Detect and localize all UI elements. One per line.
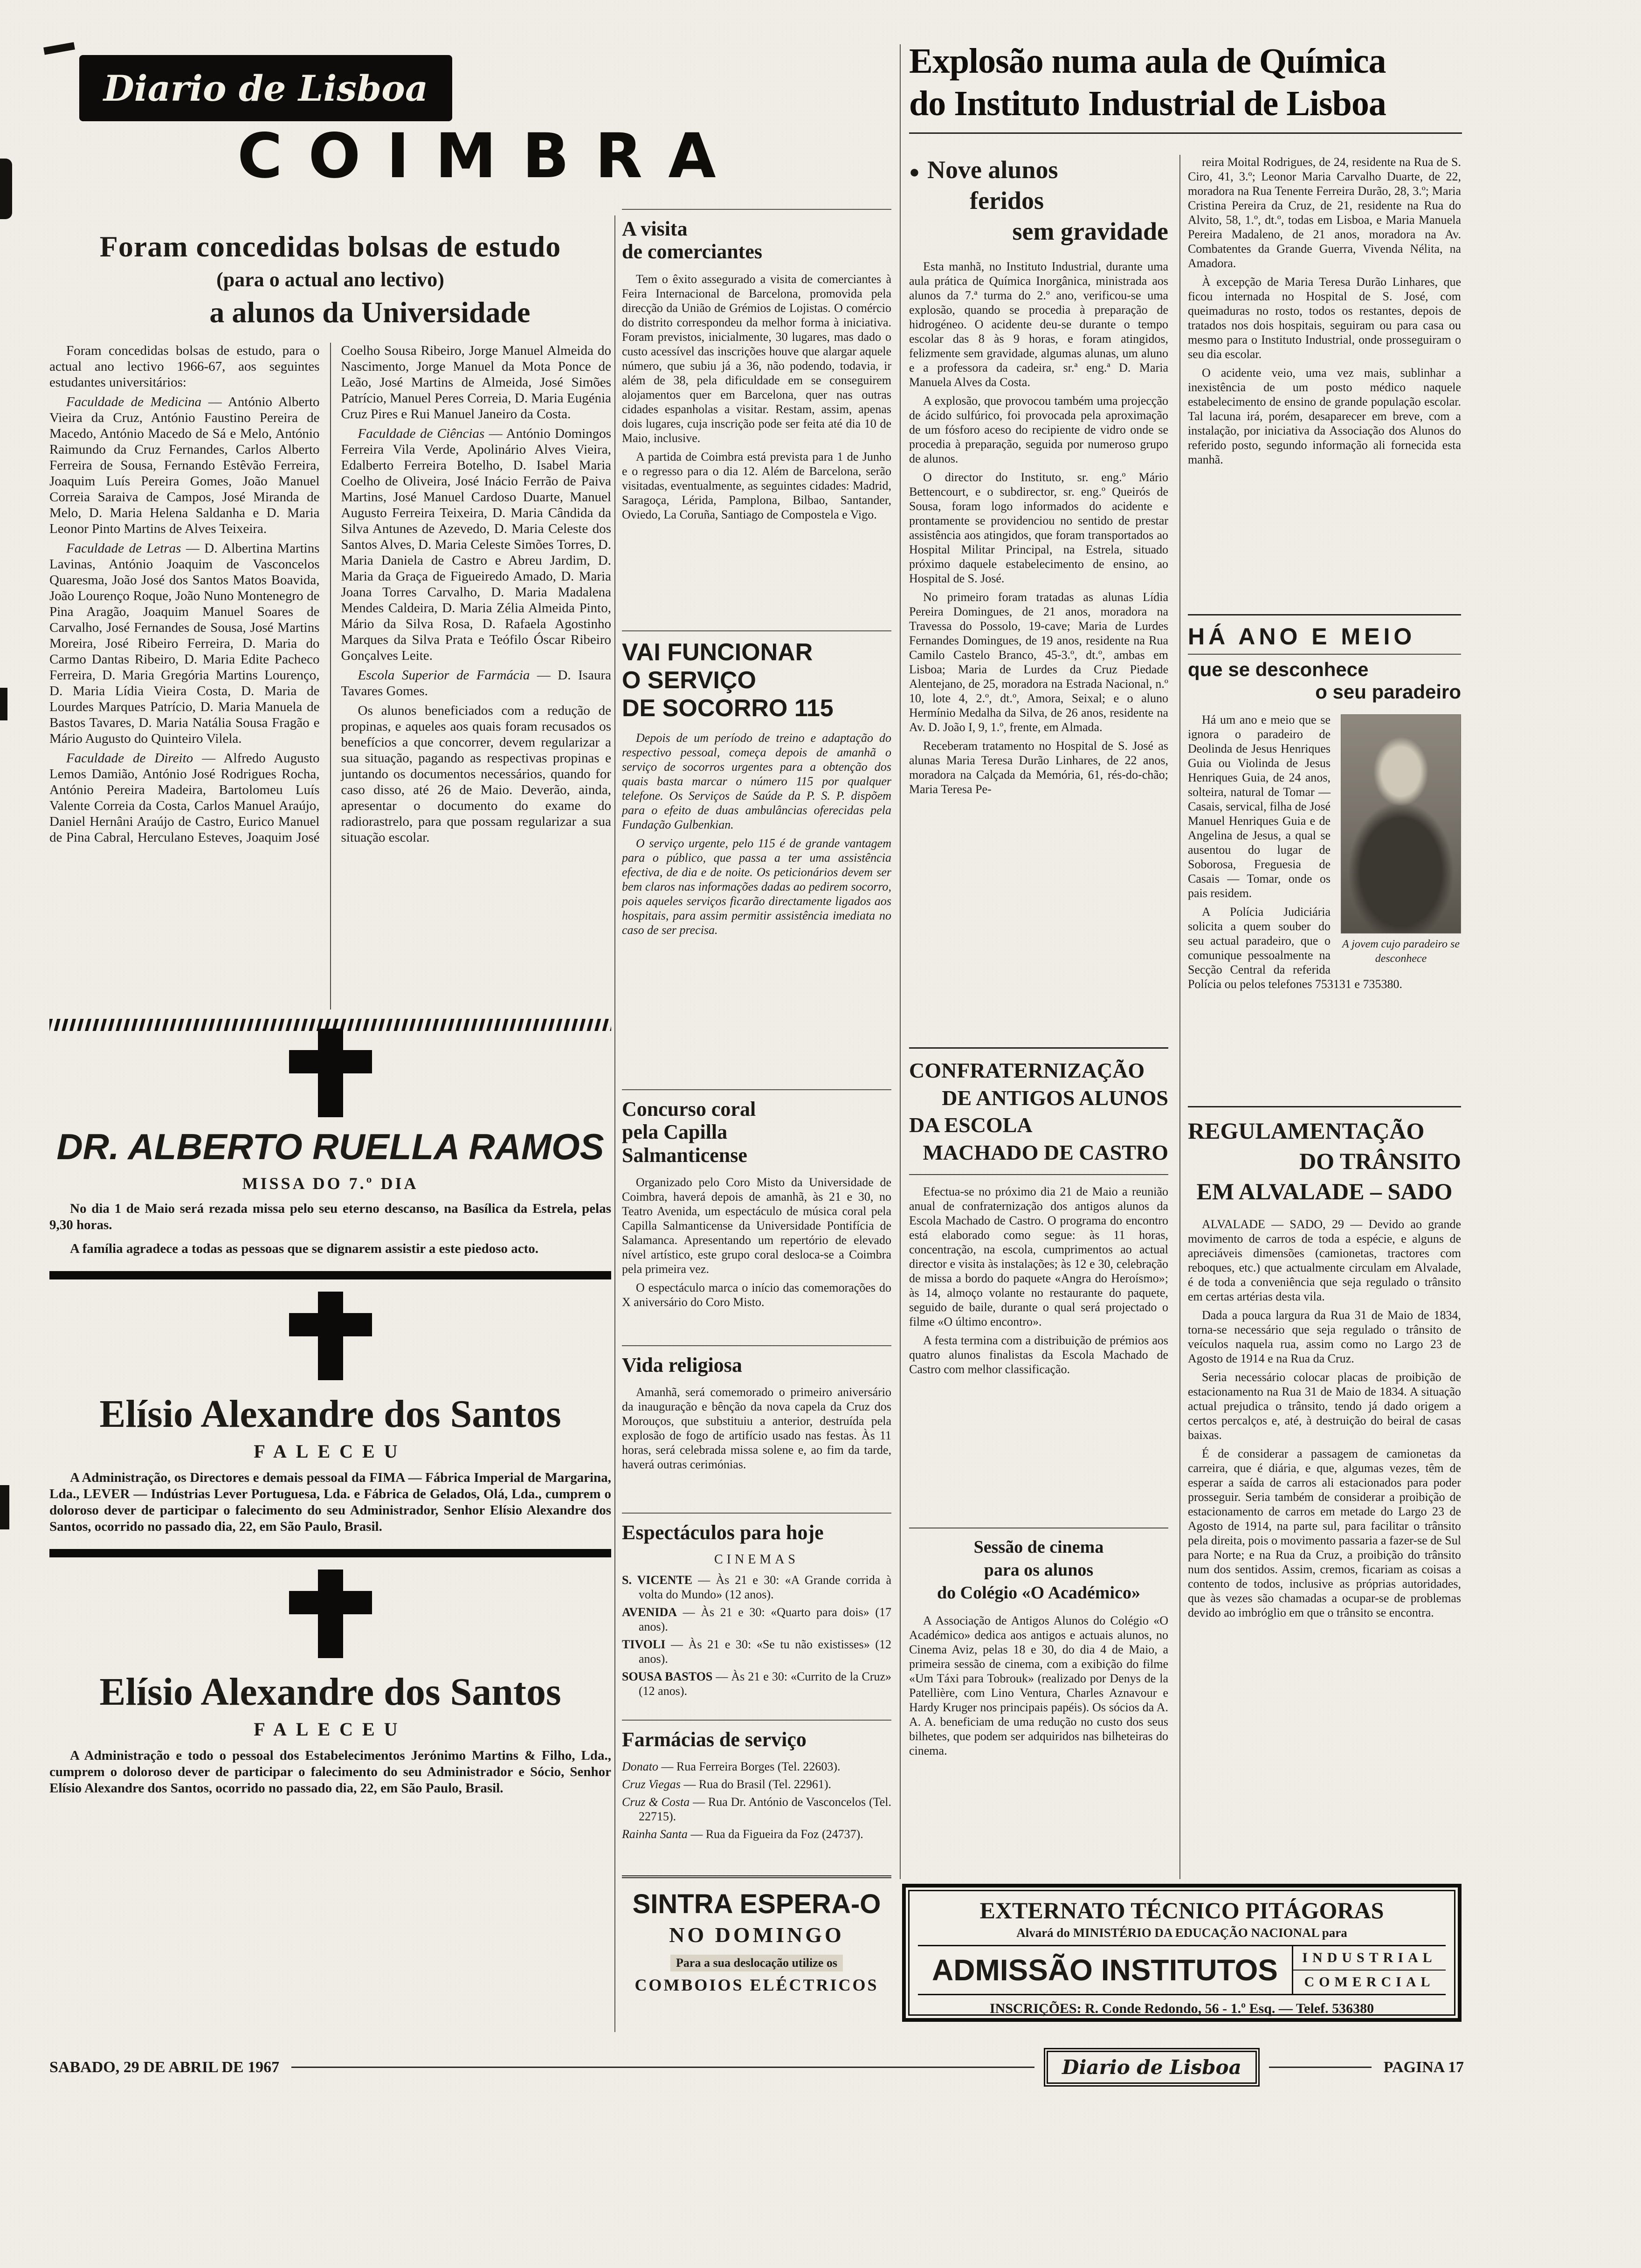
title-line: do Colégio «O Académico»: [937, 1583, 1140, 1603]
article-vida-religiosa: [622, 1345, 891, 1501]
article-title: [909, 1536, 1168, 1605]
column-rule: [1179, 155, 1180, 1879]
cinema-listing: [622, 1669, 891, 1698]
footer-rule: [1269, 2067, 1372, 2068]
title-line: DO TRÂNSITO: [1299, 1148, 1461, 1174]
paragraph: Depois de um período de treino e adaptação do respectivo pessoal, começa depois de amanhã o serviço de socorros urgentes para a obtenção dos quais basta marcar o número 115 por qualquer telefone. Os Serviços de Saúde da P. S. P. dispõem para o efeito de duas ambulâncias oferecidas pela Fundação Gulbenkian.: [622, 731, 891, 832]
article-title: [909, 1057, 1168, 1175]
cinema-listings: [622, 1573, 891, 1698]
advert-main-text: ADMISSÃO INSTITUTOS: [932, 1953, 1278, 1987]
paragraph: O espectáculo marca o início das comemorações do X aniversário do Coro Misto.: [622, 1280, 891, 1309]
title-line: para os alunos: [984, 1560, 1094, 1580]
column-rule: [900, 44, 901, 1879]
article-title: HÁ ANO E MEIO: [1188, 623, 1416, 650]
bolsas-headline-2: (para o actual ano lectivo): [216, 268, 444, 291]
article-body: [622, 1385, 891, 1472]
paragraph: ALVALADE — SADO, 29 — Devido ao grande movimento de carros de toda a espécie, e alguns de apreciáveis dimensões (camionetas, tractores com reboques, etc.) que actualmente circulam em Alvalade, é de toda a conveniência que seja regulado o trânsito em certas artérias desta vila.: [1188, 1217, 1461, 1303]
cross-icon: [282, 1570, 379, 1658]
cross-icon: [282, 1292, 379, 1380]
explosion-body-part1: [909, 259, 1168, 1047]
paragraph: A explosão, que provocou também uma projecção de ácido sulfúrico, foi provocada pela aproximação de um fósforo aceso do recipiente de vidro onde se procedia à preparação, seguida por numeroso grupo de alunos.: [909, 394, 1168, 465]
subheadline-text: Nove alunos: [927, 156, 1058, 184]
footer-logo: Diario de Lisboa: [1047, 2051, 1257, 2084]
paragraph: Organizado pelo Coro Misto da Universidade de Coimbra, haverá depois de amanhã, às 21 e 30, no Teatro Avenida, um espectáculo de música coral pela Capilla Salmanticense da Universidade Pontifícia de Salamanca. Apresentando um repertório de elevado nível artístico, este grupo coral desloca-se a Coimbra pela primeira vez.: [622, 1175, 891, 1276]
article-transito: [1188, 1106, 1461, 1620]
paragraph: Há um ano e meio que se ignora o paradeiro de Deolinda de Jesus Henriques Guia ou Violinda de Jesus Henriques Guia, de 24 anos, solteira, natural de Tomar — Casais, servical, filha de José Manuel Henriques Guia e de Angelina de Jesus, a qual se ausentou do lugar de Soborosa, Freguesia de Casais — Tomar, onde os pais residem.: [1188, 713, 1331, 900]
paragraph-lead: Faculdade de Letras: [66, 541, 181, 556]
paragraph-text: — D. Isaura Tavares Gomes.: [341, 668, 611, 698]
page-footer: [49, 2051, 1464, 2084]
subheadline-line: [909, 155, 1168, 186]
title-line: CONFRATERNIZAÇÃO: [909, 1058, 1145, 1082]
scan-artifact: [0, 1485, 9, 1529]
article-body: [622, 731, 891, 937]
cinema-listing: [622, 1605, 891, 1634]
pharmacy-name: Cruz Viegas: [622, 1777, 681, 1791]
paragraph: [341, 426, 612, 664]
cinema-listing: [622, 1573, 891, 1602]
article-body: [622, 1175, 891, 1309]
advert-text: COMBOIOS ELÉCTRICOS: [634, 1976, 879, 1994]
article-title: Vida religiosa: [622, 1354, 742, 1376]
explosion-subheadline: [909, 155, 1168, 247]
pharmacy-name: Rainha Santa: [622, 1827, 688, 1841]
paragraph-text: Os alunos beneficiados com a redução de propinas, e aqueles aos quais foram recusados os benefícios a que concorrer, devem regularizar a sua situação, pagando as respectivas propinas e juntando os documentos necessários, quando for caso disso, até 26 de Maio. Deverão, ainda, apresentar o documento do exame do radiorastrelo, para que possam regularizar a sua situação escolar.: [341, 703, 611, 845]
advert-subheadline: NO DOMINGO: [669, 1923, 844, 1947]
title-line: EM ALVALADE – SADO: [1196, 1178, 1453, 1204]
paragraph: [341, 703, 612, 845]
middle-column: [622, 209, 891, 1995]
pharmacy-listing: [622, 1827, 891, 1841]
paragraph: A partida de Coimbra está prevista para 1 de Junho e o regresso para o dia 12. Além de Barcelona, serão visitadas, eventualmente, as seguintes cidades: Madrid, Saragoça, Lérida, Pamplona, Bilbao, Santander, Oviedo, La Coruña, Santiago de Compostela e Vigo.: [622, 449, 891, 521]
advert-main-row: [918, 1945, 1446, 1995]
obituary-body: No dia 1 de Maio será rezada missa pelo seu eterno descanso, na Basílica da Estrela, pelas 9,30 horas.: [49, 1201, 611, 1232]
title-line: que se desconhece: [1188, 654, 1461, 681]
paragraph-text: — Alfredo Augusto Lemos Damião, António José Rodrigues Rocha, António Pereira Madeira, Bartolomeu Luís Valente Correia da Costa, Carlos Manuel Araújo, Daniel Hernâni Araújo de Castro, Eurico Manuel de Pina Cabral, Herculano Esteves, Joaquim José Coelho Sousa Ribeiro, Jorge Manuel Almeida do Nascimento, Jorge Manuel da Mota Ponce de Leão, José Martins de Almeida, José Simões Patrício, Manuel Peres Correia, D. Maria Eugénia Cruz Pires e Rui Manuel Janeiro da Costa.: [49, 343, 611, 845]
obituary-body: A Administração, os Directores e demais pessoal da FIMA — Fábrica Imperial de Margarina, Lda., LEVER — Indústrias Lever Portuguesa, Lda. e Fábrica de Gelados, Olá, Lda., cumprem o doloroso dever de participar o falecimento do seu Administrador, Senhor Elísio Alexandre dos Santos, ocorrido no passado dia, 22, em São Paulo, Brasil.: [49, 1470, 611, 1534]
scan-artifact: [0, 159, 12, 219]
advert-course: INDUSTRIAL: [1302, 1950, 1437, 1965]
paragraph-text: — D. Albertina Martins Lavinas, António Joaquim de Vasconcelos Quaresma, João José dos Santos Matos Boavida, João Lourenço Roque, João Nuno Montenegro de Pina Aragão, Joaquim Manuel Soares de Carvalho, José Fernandes de Sousa, José Martins Moreira, José Ribeiro Ferreira, D. Maria do Carmo Dantas Ribeiro, D. Maria Edite Pacheco Ferreira, D. Maria Gregória Martins Lourenço, D. Maria Lídia Vieira Costa, D. Maria de Lourdes Marques Patrício, D. Maria Manuela de Bastos Tavares, D. Maria Natália Sousa Fragão e Mário Augusto do Quinteiro Vilela.: [49, 541, 320, 746]
article-bolsas: [49, 229, 611, 1031]
obituary-subtitle: FALECEU: [254, 1719, 407, 1740]
paragraph: Dada a pouca largura da Rua 31 de Maio de 1834, torna-se necessário que seja regulado o trânsito de veículos naquela rua, assim como no Largo 23 de Agosto de 1914 e na Rua da Cruz.: [1188, 1308, 1461, 1365]
column-rule: [614, 215, 615, 2032]
headline-line: do Instituto Industrial de Lisboa: [909, 84, 1386, 124]
explosion-body-part2: [1188, 155, 1461, 614]
title-line: pela Capilla: [622, 1120, 728, 1144]
footer-rule: [291, 2067, 1034, 2068]
paragraph: A Polícia Judiciária solicita a quem souber do seu actual paradeiro, que o comunique pessoalmente na Secção Central da referida Polícia ou pelos telefones 753131 e 735380.: [1188, 905, 1402, 991]
paragraph: Seria necessário colocar placas de proibição de estacionamento na Rua 31 de Maio de 1834. A situação actual prejudica o trânsito, tendo já dado origem a certos percalços e, até, à destruição do beiral de casas baixas.: [1188, 1370, 1461, 1442]
paragraph-lead: Faculdade de Medicina: [66, 394, 202, 409]
paragraph-text: Foram concedidas bolsas de estudo, para o actual ano lectivo 1966-67, aos seguintes estudantes universitários:: [49, 343, 320, 390]
obituary-body: A família agradece a todas as pessoas que se dignarem assistir a este piedoso acto.: [70, 1241, 539, 1256]
section-title-coimbra: COIMBRA: [237, 120, 742, 192]
cinema-info: — Às 21 e 30: «A Grande corrida à volta do Mundo» (12 anos).: [639, 1573, 891, 1602]
title-line: VAI FUNCIONAR: [622, 639, 813, 666]
photo-caption: A jovem cujo paradeiro se desconhece: [1342, 938, 1460, 965]
paragraph: Esta manhã, no Instituto Industrial, durante uma aula prática de Química Inorgânica, ministrada aos alunos da 7.ª turma do 2.º ano, verificou-se uma explosão, quando se procedia à preparação de hidrogéneo. O acidente deu-se durante o tempo escolar das 8 às 9 horas, e foram atingidos, felizmente sem gravidade, algumas alunas, um aluno e a professora da cadeira, sr.ª eng.ª D. Maria Manuela Alves da Costa.: [909, 259, 1168, 389]
paragraph-text: — António Domingos Ferreira Vila Verde, Apolinário Alves Vieira, Edalberto Ferreira Botelho, D. Isabel Maria Coelho de Oliveira, José Inácio Ferrão de Paiva Martins, José Manuel Cardoso Duarte, Manuel Augusto Ferreira Teixeira, D. Maria Cândida da Silva Antunes de Azevedo, D. Maria Celeste dos Santos Alves, D. Maria Celeste Simões Torres, D. Maria Daniela de Castro e Abreu Jardim, D. Maria da Graça de Figueiredo Amado, D. Maria Joana Torres Carvalho, D. Maria Madalena Mendes Caldeira, D. Maria Zélia Almeida Pinto, Mário da Silva Rosa, D. Rafaela Agostinho Marques da Silva Prata e Teófilo Óscar Ribeiro Gonçalves Leite.: [341, 426, 611, 663]
title-line: Salmanticense: [622, 1143, 747, 1167]
paragraph: É de considerar a passagem de camionetas da carreira, que é diária, e que, algumas vezes, têm de esperar a saída de carros ali estacionados para poder prosseguir. Seria também de considerar a proibição de estacionamento de carros em metade do Largo 23 de Agosto de 1914, na parte sul, para facilitar o trânsito pela direita, pois o movimento passaria a fazer-se de Sul para Norte; e na Rua da Cruz, a proibição do trânsito num dos sentidos. Assim, cremos, ficariam as coisas a contento de todos, inclusive as próprias autoridades, que às vezes são chamadas a ocupar-se de problemas devido ao imbróglio em que o trânsito se encontra.: [1188, 1447, 1461, 1619]
paragraph: Tem o êxito assegurado a visita de comerciantes à Feira Internacional de Barcelona, promovida pela direcção da União de Grémios de Lojistas. O comércio do distrito correspondeu da melhor forma à iniciativa. Foram previstos, inicialmente, 30 lugares, mas dado o custo acessível das inscrições houve que alargar aquele número, que subiu já a 36, não podendo, todavia, ir além de 38, pela dificuldade em se conseguirem alojamentos quer em Barcelona, quer nas outras cidades espanholas a visitar. Restam, assim, apenas dois lugares, cuja inscrição pode ser feita até dia 10 de Maio, inclusive.: [622, 272, 891, 445]
paragraph: À excepção de Maria Teresa Durão Linhares, que ficou internada no Hospital de S. José, com queimaduras no rosto, todos os restantes, depois de tratados nos dois hospitais, seguiram ou para casa ou mesmo para o Instituto Industrial, onde prosseguiram o seu dia escolar.: [1188, 275, 1461, 361]
pharmacy-info: — Rua da Figueira da Foz (24737).: [690, 1827, 863, 1841]
title-line: o seu paradeiro: [1315, 681, 1461, 703]
cinema-info: — Às 21 e 30: «Se tu não existisses» (12 anos).: [639, 1638, 892, 1666]
pharmacy-listing: [622, 1777, 891, 1791]
advert-text: Para a sua deslocação utilize os: [670, 1955, 843, 1971]
paragraph: O director do Instituto, sr. eng.º Mário Bettencourt, e o subdirector, sr. eng.º Queirós de Sousa, foram logo informados do acidente e prontamente se providenciou no sentido de prestar assistência aos atingidos, que foram transportados ao Hospital Militar Principal, na Estrela, situado próximo daquele estabelecimento de ensino, ao Hospital de S. José.: [909, 470, 1168, 585]
bolsas-headline-3: a alunos da Universidade: [209, 296, 531, 329]
article-body: [622, 272, 891, 522]
obituary-body: A Administração e todo o pessoal dos Estabelecimentos Jerónimo Martins & Filho, Lda., cumprem o doloroso dever de participar o falecimento do seu Administrador e Sócio, Senhor Elísio Alexandre dos Santos, ocorrido no passado dia, 22, em São Paulo, Brasil.: [49, 1748, 611, 1796]
explosion-column-2: [1188, 155, 1461, 1624]
sintra-advert: [622, 1875, 891, 1995]
pharmacy-name: Donato: [622, 1760, 658, 1774]
article-title: Farmácias de serviço: [622, 1728, 807, 1751]
pharmacy-listings: [622, 1759, 891, 1841]
pharmacy-listing: [622, 1759, 891, 1774]
cinema-name: TIVOLI: [622, 1638, 666, 1652]
bolsas-body: [49, 343, 611, 1010]
subheadline-line: feridos: [970, 186, 1044, 214]
explosion-headline: [909, 40, 1462, 134]
paragraph: Efectua-se no próximo dia 21 de Maio a reunião anual de confraternização dos antigos alunos da Escola Machado de Castro. O programa do encontro está elaborado como segue: às 11 horas, concentração, na escola, cumprimentos ao actual director e visita às instalações; às 12 e 30, celebração de missa a bordo do paquete «Angra do Heroísmo»; às 14, almoço volante no restaurante do paquete, seguido de baile, durante o qual será projectado o filme «O último encontro».: [909, 1185, 1168, 1329]
scan-artifact: [0, 688, 7, 720]
pitagoras-advert: [902, 1884, 1462, 2022]
title-line: A visita: [622, 217, 688, 240]
explosion-column-1: [909, 155, 1168, 1762]
separator-bar: [49, 1549, 611, 1557]
title-line: DA ESCOLA: [909, 1113, 1033, 1137]
title-line: MACHADO DE CASTRO: [923, 1141, 1168, 1165]
article-title: [622, 217, 891, 263]
article-espectaculos: [622, 1513, 891, 1708]
advert-course: COMERCIAL: [1293, 1970, 1446, 1994]
title-line: de comerciantes: [622, 240, 762, 263]
bullet-icon: ●: [909, 162, 920, 182]
advert-subheadline: Alvará do MINISTÉRIO DA EDUCAÇÃO NACIONAL para: [1016, 1926, 1347, 1940]
obituaries: [49, 1029, 611, 1797]
advert-contact: INSCRIÇÕES: R. Conde Redondo, 56 - 1.º Esq. — Telef. 536380: [989, 2001, 1374, 2016]
headline-line: Explosão numa aula de Química: [909, 41, 1386, 81]
article-paradeiro: [1188, 614, 1461, 1106]
pharmacy-info: — Rua Ferreira Borges (Tel. 22603).: [661, 1760, 841, 1774]
paragraph: reira Moital Rodrigues, de 24, residente na Rua de S. Ciro, 41, 3.º; Leonor Maria Carvalho Duarte, de 22, moradora na Rua Tenente Ferreira Durão, 28, 3.º; Maria Cristina Pereira da Cruz, de 21, residente na Rua do Alvito, 58, 1.º, dt.º, todas em Lisboa, e Maria Manuela Pereira Madaleno, de 21 anos, moradora na Av. Combatentes da Grande Guerra, Vivenda Nélita, na Amadora.: [1188, 155, 1461, 270]
title-line: O SERVIÇO: [622, 666, 757, 694]
article-confraternizacao: [909, 1047, 1168, 1528]
separator-bar: [49, 1271, 611, 1279]
cinema-listing: [622, 1637, 891, 1666]
paragraph: [49, 540, 320, 747]
article-visita-comerciantes: [622, 209, 891, 619]
missing-person-photo-block: [1341, 714, 1461, 966]
pharmacy-info: — Rua do Brasil (Tel. 22961).: [683, 1777, 832, 1791]
cinema-name: AVENIDA: [622, 1605, 677, 1619]
title-line: Sessão de cinema: [973, 1537, 1104, 1557]
paragraph: Receberam tratamento no Hospital de S. José as alunas Maria Teresa Durão Linhares, de 22 anos, moradora na Calçada da Memória, 61, rés-do-chão; Maria Teresa Pe-: [909, 739, 1168, 796]
cinema-name: SOUSA BASTOS: [622, 1670, 713, 1684]
paragraph: A festa termina com a distribuição de prémios aos quatro alunos finalistas da Escola Machado de Castro com melhor classificação.: [909, 1334, 1168, 1376]
paragraph-lead: Escola Superior de Farmácia: [358, 668, 530, 683]
obituary-name: Elísio Alexandre dos Santos: [99, 1670, 561, 1714]
article-sessao-cinema: [909, 1528, 1168, 1758]
cinemas-subheading: CINEMAS: [714, 1552, 799, 1567]
title-line: DE ANTIGOS ALUNOS: [942, 1086, 1168, 1110]
subheadline-line: sem gravidade: [1012, 217, 1168, 245]
paragraph-lead: Faculdade de Direito: [66, 751, 193, 766]
article-title: [622, 639, 891, 722]
paragraph: [49, 343, 320, 390]
article-concurso-coral: [622, 1089, 891, 1334]
pharmacy-listing: [622, 1795, 891, 1824]
paragraph: [341, 667, 612, 699]
obituary-subtitle: FALECEU: [254, 1441, 407, 1462]
pharmacy-name: Cruz & Costa: [622, 1795, 690, 1809]
paragraph-text: — António Alberto Vieira da Cruz, António Faustino Pereira de Macedo, António Macedo de Sá e Melo, António Raimundo da Cruz Fernandes, Carlos Alberto Ferreira de Sousa, Fernando Estêvão Ferreira, Joaquim Luís Pereira Gomes, João Manuel Correia Saraiva de Campos, José Miranda de Melo, D. Maria Helena Saldanha e D. Maria Leonor Pinto Martins de Alves Teixeira.: [49, 394, 320, 536]
scan-artifact: [43, 42, 75, 55]
footer-date: SABADO, 29 DE ABRIL DE 1967: [49, 2058, 280, 2076]
advert-course-list: [1292, 1946, 1446, 1994]
title-line: REGULAMENTAÇÃO: [1188, 1118, 1425, 1144]
article-title: Espectáculos para hoje: [622, 1521, 824, 1544]
page-number: PAGINA 17: [1383, 2058, 1464, 2076]
advert-headline: EXTERNATO TÉCNICO PITÁGORAS: [979, 1897, 1384, 1923]
paragraph: A Associação de Antigos Alunos do Colégio «O Académico» dedica aos antigos e actuais alunos, no Cinema Aviz, pelas 18 e 30, do dia 4 de Maio, a primeira sessão de cinema, com a exibição do filme «Um Táxi para Tobrouk» (realizado por Denys de la Patellière, com Lino Ventura, Charles Aznavour e Hardy Kruger nos principais papéis). Os sócios da A. A. A. beneficiam de uma redução no custo dos seus bilhetes, que podem ser adquiridos nas bilheteiras do cinema.: [909, 1613, 1168, 1757]
paragraph-lead: Faculdade de Ciências: [358, 426, 485, 441]
obituary-subtitle: MISSA DO 7.º DIA: [242, 1174, 419, 1193]
masthead-logo-text: Diario de Lisboa: [103, 67, 428, 109]
article-farmacias: [622, 1720, 891, 1864]
paragraph: No primeiro foram tratadas as alunas Lídia Pereira Domingues, de 21 anos, moradora na Travessa do Possolo, 19-cave; Maria de Lurdes Fernandes Domingues, de 19 anos, residente na Rua Camilo Castelo Branco, 45-3.º, dt.º, ambas em Lisboa; Maria de Lurdes da Cruz Piedade Alentejano, de 25, moradora na Estrada Nacional, n.º 10, lote 4, 2.º, dt.º, Amora, Seixal; e o aluno Hermínio Medalha da Silva, de 26 anos, residente na Av. D. João I, 9, 1.º, frente, em Almada.: [909, 590, 1168, 734]
article-title: [1188, 1116, 1461, 1207]
advert-headline: SINTRA ESPERA-O: [632, 1889, 881, 1919]
cross-icon: [282, 1029, 379, 1117]
missing-person-photo: [1341, 714, 1461, 933]
article-title: [622, 1098, 891, 1167]
paragraph: Amanhã, será comemorado o primeiro aniversário da inauguração e bênção da nova capela da Cruz dos Morouços, que substituiu a anterior, destruída pela explosão de fogo de artifício usado nas festas. Às 11 horas, será celebrada missa solene e, ao fim da tarde, haverá outras cerimónias.: [622, 1385, 891, 1472]
cinema-name: S. VICENTE: [622, 1573, 693, 1587]
paragraph: O serviço urgente, pelo 115 é de grande vantagem para o público, que passa a ter uma assistência efectiva, de dia e de noite. Os peticionários devem ser bem claros nas informações dadas ao pedirem socorro, pois aqueles serviços ficarão directamente ligados aos hospitais, para assim permitir assistência imediata no caso de ser precisa.: [622, 837, 891, 937]
bolsas-headline-1: Foram concedidas bolsas de estudo: [99, 230, 561, 263]
obituary-name: Elísio Alexandre dos Santos: [99, 1392, 561, 1436]
cinema-info: — Às 21 e 30: «Quarto para dois» (17 anos).: [639, 1605, 891, 1634]
paragraph: [49, 394, 320, 537]
title-line: DE SOCORRO 115: [622, 694, 834, 722]
title-line: Concurso coral: [622, 1098, 756, 1120]
cinema-info: — Às 21 e 30: «Currito de la Cruz» (12 anos).: [639, 1670, 892, 1698]
article-socorro-115: [622, 630, 891, 1078]
obituary-name: DR. ALBERTO RUELLA RAMOS: [56, 1126, 604, 1167]
masthead-logo: [79, 55, 452, 121]
paragraph: O acidente veio, uma vez mais, sublinhar a inexistência de um posto médico naquele estabelecimento de ensino de grande população escolar. Tal lacuna irá, porém, desaparecer em breve, com a instalação, por iniciativa da Associação dos Alunos do referido posto, segundo informação ali fornecida esta manhã.: [1188, 366, 1461, 466]
pharmacy-info: — Rua Dr. António de Vasconcelos (Tel. 22715).: [639, 1795, 892, 1824]
